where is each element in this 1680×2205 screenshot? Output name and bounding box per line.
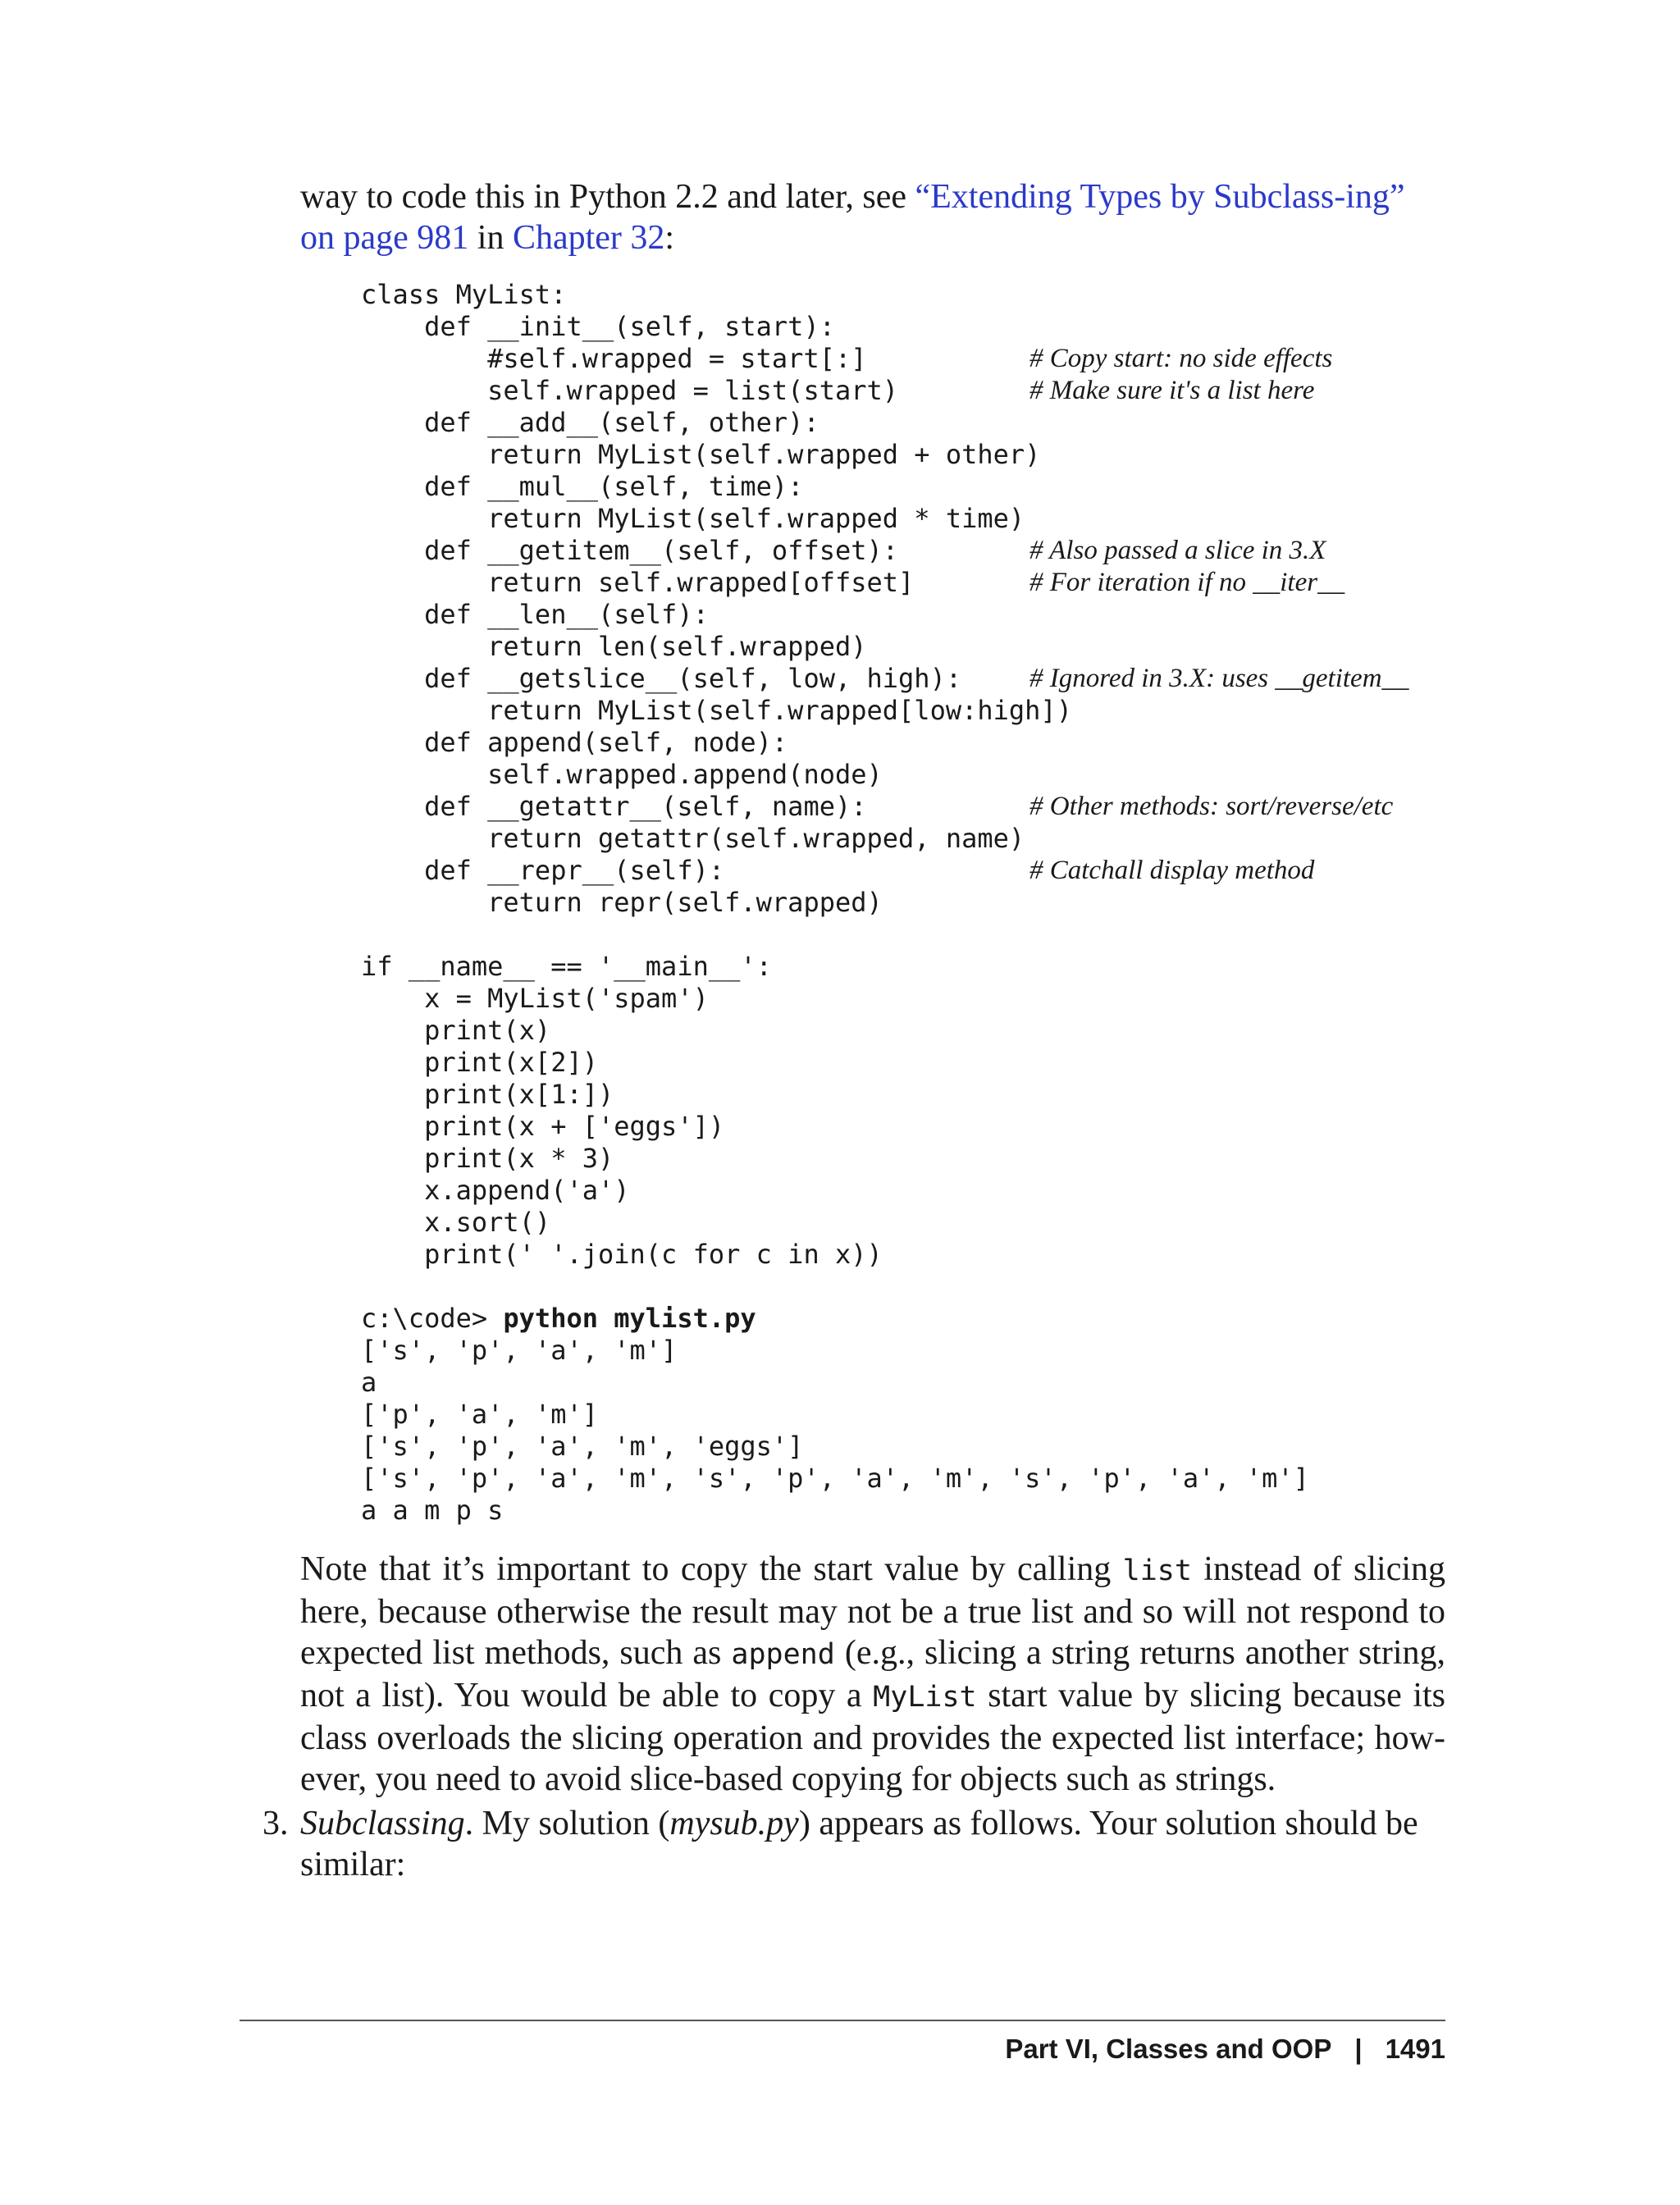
code-text: #self.wrapped = start[:] bbox=[361, 343, 867, 374]
note-paragraph bbox=[300, 1549, 1445, 1800]
link-extending-types[interactable]: “Extending Types by Subclass-ing” on page 981 bbox=[300, 178, 1405, 257]
output-line: a a m p s bbox=[361, 1495, 504, 1526]
code-line bbox=[361, 1079, 1309, 1111]
shell-command: python mylist.py bbox=[503, 1303, 756, 1334]
page-footer bbox=[1005, 2033, 1445, 2066]
code-line bbox=[361, 599, 1309, 631]
note-text-1: Note that it’s important to copy the start value by calling bbox=[300, 1550, 1123, 1588]
code-comment: # Make sure it's a list here bbox=[1029, 376, 1315, 405]
item-text-1: . My solution ( bbox=[464, 1805, 670, 1842]
code-text: if __name__ == '__main__': bbox=[361, 951, 772, 982]
code-line bbox=[361, 503, 1309, 535]
code-text: print(' '.join(c for c in x)) bbox=[361, 1239, 883, 1270]
code-text: class MyList: bbox=[361, 279, 567, 310]
code-line bbox=[361, 983, 1309, 1015]
code-line bbox=[361, 727, 1309, 759]
code-text: return MyList(self.wrapped + other) bbox=[361, 439, 1041, 470]
code-text: def append(self, node): bbox=[361, 727, 788, 758]
code-text: print(x * 3) bbox=[361, 1143, 614, 1174]
code-text: self.wrapped = list(start) bbox=[361, 375, 899, 406]
intro-text-after: : bbox=[664, 219, 675, 257]
output-line: ['s', 'p', 'a', 'm'] bbox=[361, 1335, 678, 1366]
inline-code-append: append bbox=[731, 1638, 835, 1671]
code-line bbox=[361, 759, 1309, 791]
note-text-2: instead of slicing here, because otherwise the result may not be a true list and so will not respond to expected list methods, such as bbox=[300, 1550, 1446, 1672]
footer-section: Part VI, Classes and OOP bbox=[1005, 2034, 1332, 2064]
code-line bbox=[361, 439, 1309, 471]
code-comment: # Catchall display method bbox=[1029, 856, 1315, 885]
code-line bbox=[361, 823, 1309, 855]
code-line bbox=[361, 279, 1309, 311]
link-chapter-32[interactable]: Chapter 32 bbox=[512, 219, 665, 257]
code-line bbox=[361, 1175, 1309, 1207]
output-line: ['p', 'a', 'm'] bbox=[361, 1399, 598, 1430]
code-comment: # Ignored in 3.X: uses __getitem__ bbox=[1029, 664, 1409, 693]
code-text: def __repr__(self): bbox=[361, 855, 725, 886]
code-line bbox=[361, 887, 1309, 919]
output-line: ['s', 'p', 'a', 'm', 'eggs'] bbox=[361, 1431, 804, 1462]
footer-rule bbox=[240, 2020, 1445, 2021]
code-line bbox=[361, 791, 1394, 823]
output-line: a bbox=[361, 1367, 377, 1398]
code-comment: # Other methods: sort/reverse/etc bbox=[1029, 792, 1394, 821]
code-line bbox=[361, 695, 1309, 727]
inline-code-mylist: MyList bbox=[873, 1681, 977, 1714]
inline-code-list: list bbox=[1122, 1554, 1192, 1587]
code-line bbox=[361, 631, 1309, 663]
shell-prompt-line bbox=[361, 1303, 1309, 1335]
code-text: self.wrapped.append(node) bbox=[361, 759, 883, 790]
shell-prompt: c:\code> bbox=[361, 1303, 504, 1334]
code-line bbox=[361, 1015, 1309, 1047]
code-line bbox=[361, 535, 1326, 567]
code-text: print(x) bbox=[361, 1015, 551, 1046]
code-text: def __len__(self): bbox=[361, 599, 709, 630]
code-line bbox=[361, 1239, 1309, 1271]
code-line bbox=[361, 375, 1315, 407]
item-label: Subclassing bbox=[300, 1805, 465, 1842]
output-line: ['s', 'p', 'a', 'm', 's', 'p', 'a', 'm', 's', 'p', 'a', 'm'] bbox=[361, 1463, 1309, 1494]
code-line bbox=[361, 567, 1345, 599]
code-line bbox=[361, 1207, 1309, 1239]
code-text: print(x[2]) bbox=[361, 1047, 598, 1078]
code-text: return repr(self.wrapped) bbox=[361, 887, 883, 918]
code-line bbox=[361, 311, 1309, 343]
code-text: def __getattr__(self, name): bbox=[361, 791, 867, 822]
intro-text-before: way to code this in Python 2.2 and later, see bbox=[300, 178, 915, 216]
code-text: return MyList(self.wrapped[low:high]) bbox=[361, 695, 1072, 726]
code-text: return len(self.wrapped) bbox=[361, 631, 867, 662]
code-comment: # Copy start: no side effects bbox=[1029, 344, 1333, 373]
code-text: return MyList(self.wrapped * time) bbox=[361, 503, 1025, 534]
code-comment: # For iteration if no __iter__ bbox=[1029, 568, 1345, 597]
code-text: def __init__(self, start): bbox=[361, 311, 835, 342]
list-item-number: 3. bbox=[262, 1805, 289, 1842]
list-item-body bbox=[300, 1803, 1445, 1885]
code-line bbox=[361, 1271, 1309, 1303]
code-text: def __mul__(self, time): bbox=[361, 471, 804, 502]
page-number: 1491 bbox=[1385, 2034, 1445, 2064]
code-line bbox=[361, 1143, 1309, 1175]
note-text-3: (e.g., slicing a string returns another string, not a list). You would be able to copy a bbox=[300, 1634, 1445, 1714]
code-text: x.sort() bbox=[361, 1207, 551, 1238]
code-text: def __getitem__(self, offset): bbox=[361, 535, 899, 566]
code-text: x = MyList('spam') bbox=[361, 983, 709, 1014]
code-text: def __add__(self, other): bbox=[361, 407, 819, 438]
code-listing bbox=[361, 279, 1409, 1527]
code-text: return self.wrapped[offset] bbox=[361, 567, 915, 598]
code-text: return getattr(self.wrapped, name) bbox=[361, 823, 1025, 854]
code-line bbox=[361, 407, 1309, 439]
code-line bbox=[361, 1111, 1309, 1143]
code-line bbox=[361, 855, 1315, 887]
code-text: print(x + ['eggs']) bbox=[361, 1111, 725, 1142]
item-text-2: ) appears as follows. Your solution should be similar: bbox=[300, 1805, 1418, 1883]
intro-paragraph bbox=[300, 176, 1445, 258]
code-line bbox=[361, 1047, 1309, 1079]
code-line bbox=[361, 663, 1409, 695]
code-line bbox=[361, 343, 1333, 375]
code-line bbox=[361, 919, 1309, 951]
code-line bbox=[361, 471, 1309, 503]
code-comment: # Also passed a slice in 3.X bbox=[1029, 536, 1326, 565]
item-filename: mysub.py bbox=[669, 1805, 799, 1842]
code-text: print(x[1:]) bbox=[361, 1079, 614, 1110]
footer-separator: | bbox=[1354, 2034, 1363, 2064]
code-text: def __getslice__(self, low, high): bbox=[361, 663, 962, 694]
note-text-4: start value by slicing because its class overloads the slicing operation and provides the expected list interface; how-ever, you need to avoid slice-based copying for objects such as strings. bbox=[300, 1677, 1445, 1798]
intro-text-mid: in bbox=[468, 219, 513, 257]
code-line bbox=[361, 951, 1309, 983]
code-text: x.append('a') bbox=[361, 1175, 630, 1206]
